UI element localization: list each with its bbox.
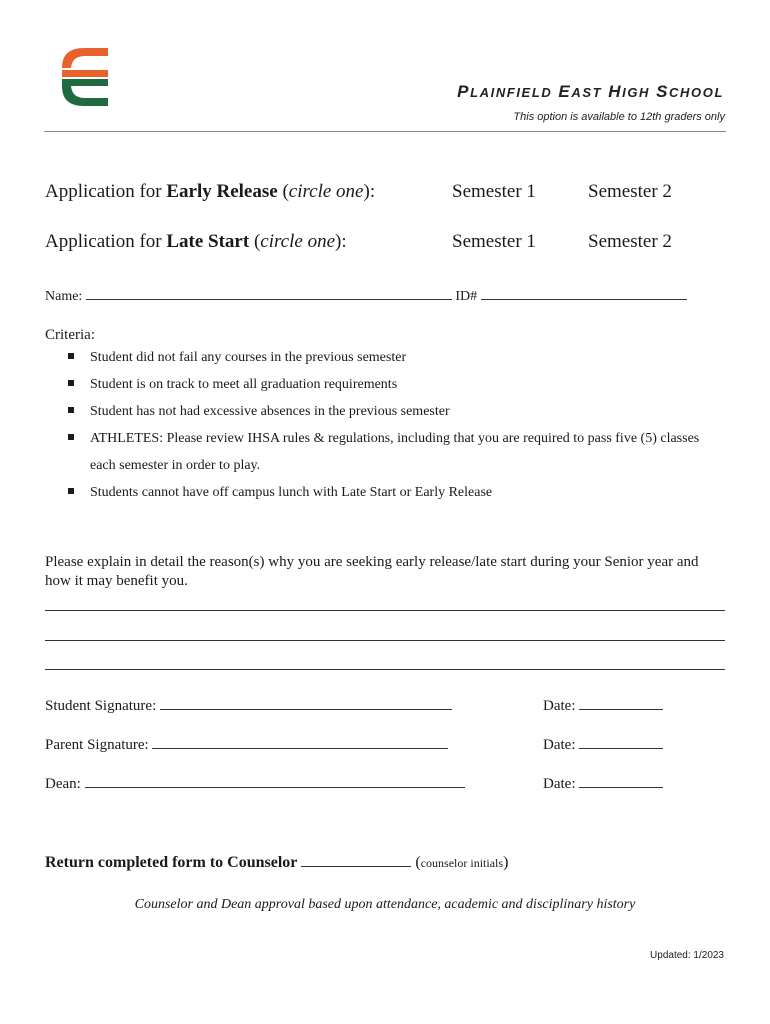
early-release-semester-1-option[interactable]: Semester 1 xyxy=(452,181,536,202)
counselor-initials-note: counselor initials xyxy=(420,856,504,870)
late-start-semester-1-option[interactable]: Semester 1 xyxy=(452,231,536,252)
criteria-item: ATHLETES: Please review IHSA rules & regulations, including that you are required to pass five (5) classes each semester in order to play. xyxy=(66,425,726,479)
dean-signature-label: Dean: xyxy=(45,776,81,792)
school-name: PLAINFIELD EAST HIGH SCHOOL xyxy=(457,82,724,101)
criteria-list xyxy=(66,344,726,506)
id-field[interactable] xyxy=(481,287,687,300)
eligibility-note: This option is available to 12th graders only xyxy=(513,111,725,123)
name-field[interactable] xyxy=(86,287,452,300)
explanation-line-3[interactable] xyxy=(45,669,725,670)
explanation-line-2[interactable] xyxy=(45,640,725,641)
criteria-item: Student has not had excessive absences in the previous semester xyxy=(66,398,726,425)
dean-date-field[interactable] xyxy=(579,775,663,788)
parent-date-label: Date: xyxy=(543,737,576,753)
parent-date-row xyxy=(543,736,663,754)
student-signature-label: Student Signature: xyxy=(45,698,157,714)
parent-date-field[interactable] xyxy=(579,736,663,749)
approval-note: Counselor and Dean approval based upon attendance, academic and disciplinary history xyxy=(134,897,636,912)
late-start-application-label: Application for Late Start (circle one): xyxy=(45,231,347,252)
criteria-title: Criteria: xyxy=(45,327,95,343)
explanation-prompt: Please explain in detail the reason(s) why you are seeking early release/late start during your Senior year and how it may benefit you. xyxy=(45,554,699,589)
dean-signature-field[interactable] xyxy=(85,775,465,788)
id-label: ID# xyxy=(455,289,478,304)
early-release-semester-2-option[interactable]: Semester 2 xyxy=(588,181,672,202)
student-date-label: Date: xyxy=(543,698,576,714)
return-instruction: Return completed form to Counselor (counselor initials) xyxy=(45,854,509,871)
student-date-row xyxy=(543,697,663,715)
counselor-initials-field[interactable] xyxy=(301,854,411,867)
name-id-row xyxy=(45,287,687,305)
dean-date-label: Date: xyxy=(543,776,576,792)
student-signature-field[interactable] xyxy=(160,697,452,710)
name-label: Name: xyxy=(45,289,83,304)
student-signature-row xyxy=(45,697,452,715)
dean-date-row xyxy=(543,775,663,793)
criteria-item: Student is on track to meet all graduation requirements xyxy=(66,371,726,398)
parent-signature-row xyxy=(45,736,448,754)
return-text: Return completed form to Counselor xyxy=(45,854,298,871)
criteria-item: Student did not fail any courses in the previous semester xyxy=(66,344,726,371)
late-start-semester-2-option[interactable]: Semester 2 xyxy=(588,231,672,252)
header-divider xyxy=(44,131,726,132)
parent-signature-field[interactable] xyxy=(152,736,448,749)
criteria-item: Students cannot have off campus lunch with Late Start or Early Release xyxy=(66,479,726,506)
parent-signature-label: Parent Signature: xyxy=(45,737,149,753)
dean-signature-row xyxy=(45,775,465,793)
updated-date: Updated: 1/2023 xyxy=(650,950,724,961)
explanation-line-1[interactable] xyxy=(45,610,725,611)
early-release-application-label: Application for Early Release (circle one): xyxy=(45,181,376,202)
student-date-field[interactable] xyxy=(579,697,663,710)
